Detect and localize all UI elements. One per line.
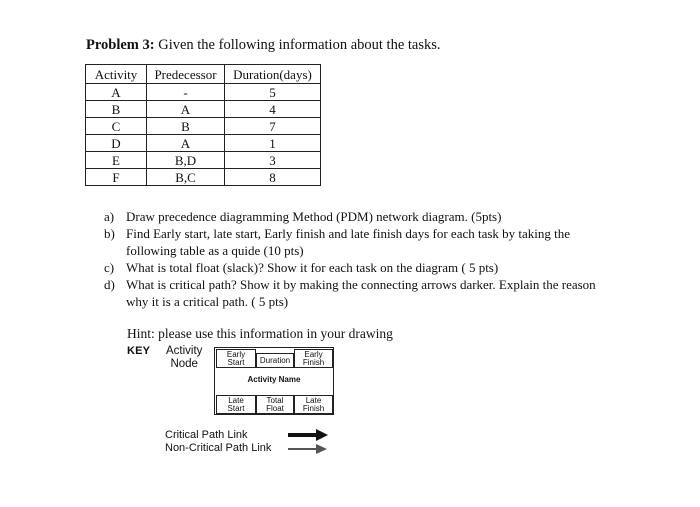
question-item <box>104 259 600 276</box>
activity-node-key <box>214 347 334 415</box>
cell-duration: 8 <box>225 169 321 186</box>
duration-cell <box>256 353 294 368</box>
cell-predecessor: B <box>147 118 225 135</box>
cell-activity: B <box>86 101 147 118</box>
cell-duration: 1 <box>225 135 321 152</box>
question-marker: a) <box>104 209 115 224</box>
critical-path-label: Critical Path Link <box>165 429 248 441</box>
cell-duration: 7 <box>225 118 321 135</box>
late-finish-line-2: Finish <box>302 403 325 413</box>
early-start-line-2: Start <box>227 357 245 367</box>
non-critical-path-arrow-icon <box>288 444 327 454</box>
table-row <box>86 118 321 135</box>
cell-activity: A <box>86 84 147 101</box>
table-row <box>86 135 321 152</box>
late-start-line-1: Late <box>228 395 244 405</box>
cell-activity: C <box>86 118 147 135</box>
late-start-cell <box>216 395 256 414</box>
question-text: Draw precedence diagramming Method (PDM) network diagram. (5pts) <box>126 209 502 224</box>
activity-name-label: Activity Name <box>247 375 301 384</box>
total-float-line-1: Total <box>266 395 284 405</box>
non-critical-path-label: Non-Critical Path Link <box>165 442 272 454</box>
cell-predecessor: A <box>147 135 225 152</box>
table-row <box>86 152 321 169</box>
node-label-line-1: Activity <box>166 345 203 357</box>
question-item <box>104 225 600 259</box>
critical-path-arrow-icon <box>288 429 328 441</box>
table-row <box>86 84 321 101</box>
problem-title <box>86 37 441 54</box>
question-item <box>104 208 600 225</box>
early-start-line-1: Early <box>226 349 246 359</box>
question-marker: d) <box>104 277 115 292</box>
early-start-cell <box>216 349 256 368</box>
header-duration: Duration(days) <box>225 65 321 84</box>
cell-activity: F <box>86 169 147 186</box>
late-finish-cell <box>294 395 333 414</box>
activity-node-label <box>166 345 202 371</box>
cell-activity: E <box>86 152 147 169</box>
node-label-line-2: Node <box>170 358 198 370</box>
question-list <box>104 208 600 310</box>
key-label: KEY <box>127 345 151 357</box>
link-legend <box>165 429 271 455</box>
late-start-line-2: Start <box>227 403 245 413</box>
question-text: Find Early start, late start, Early finish and late finish days for each task by taking the following table as a quide (10 pts) <box>126 226 571 258</box>
late-finish-line-1: Late <box>305 395 322 405</box>
table-header-row <box>86 65 321 84</box>
header-activity: Activity <box>86 65 147 84</box>
question-marker: c) <box>104 260 115 275</box>
cell-duration: 3 <box>225 152 321 169</box>
total-float-cell <box>256 395 294 414</box>
total-float-line-2: Float <box>266 403 284 413</box>
early-finish-line-1: Early <box>304 349 323 359</box>
cell-predecessor: A <box>147 101 225 118</box>
question-text: What is total float (slack)? Show it for each task on the diagram ( 5 pts) <box>126 260 499 275</box>
question-marker: b) <box>104 226 115 241</box>
cell-duration: 5 <box>225 84 321 101</box>
table-row <box>86 169 321 186</box>
cell-duration: 4 <box>225 101 321 118</box>
cell-predecessor: B,C <box>147 169 225 186</box>
duration-label: Duration <box>259 355 291 365</box>
problem-label: Problem 3: <box>86 37 155 53</box>
question-text: What is critical path? Show it by making the connecting arrows darker. Explain the reason why it is a critical path. ( 5 pts) <box>126 277 596 309</box>
header-predecessor: Predecessor <box>147 65 225 84</box>
cell-activity: D <box>86 135 147 152</box>
question-item <box>104 276 600 310</box>
early-finish-cell <box>294 349 333 368</box>
legend-arrows <box>286 428 330 458</box>
cell-predecessor: - <box>147 84 225 101</box>
early-finish-line-2: Finish <box>302 357 325 367</box>
hint-text: Hint: please use this information in your drawing <box>127 326 393 341</box>
problem-text: Given the following information about the tasks. <box>154 37 441 53</box>
task-table <box>85 64 321 186</box>
table-row <box>86 101 321 118</box>
cell-predecessor: B,D <box>147 152 225 169</box>
